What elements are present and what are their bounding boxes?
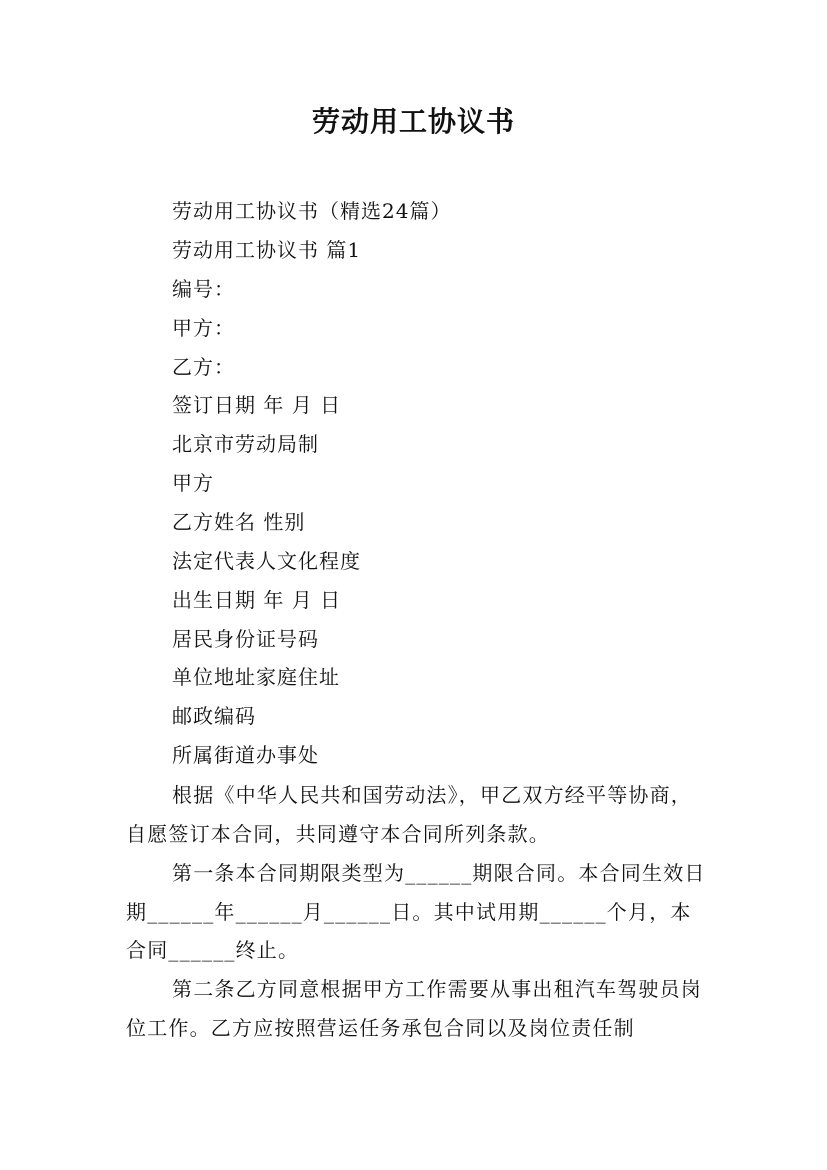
- field-postal-code: 邮政编码: [172, 704, 256, 728]
- field-number: 编号：: [172, 277, 235, 301]
- document-title: 劳动用工协议书: [311, 105, 515, 138]
- field-representative-education: 法定代表人文化程度: [172, 549, 361, 573]
- field-id-number: 居民身份证号码: [172, 627, 319, 651]
- field-street-office: 所属街道办事处: [172, 743, 319, 767]
- subtitle-line: 劳动用工协议书（精选24篇）: [172, 199, 452, 223]
- field-party-a: 甲方：: [172, 316, 235, 340]
- field-name-gender: 乙方姓名 性别: [172, 510, 306, 534]
- paragraph-article-1: 第一条本合同期限类型为______期限合同。本合同生效日期______年______月______日。其中试用期______个月，本合同______终止。: [126, 861, 706, 962]
- field-issuer: 北京市劳动局制: [172, 432, 319, 456]
- field-sign-date: 签订日期 年 月 日: [172, 393, 342, 417]
- field-birth-date: 出生日期 年 月 日: [172, 588, 342, 612]
- field-party-a-label: 甲方: [172, 471, 214, 495]
- paragraph-preamble: 根据《中华人民共和国劳动法》，甲乙双方经平等协商，自愿签订本合同，共同遵守本合同所列条款。: [126, 783, 692, 846]
- section-heading: 劳动用工协议书 篇1: [172, 238, 362, 262]
- paragraph-article-2: 第二条乙方同意根据甲方工作需要从事出租汽车驾驶员岗位工作。乙方应按照营运任务承包合同以及岗位责任制: [126, 977, 702, 1040]
- field-addresses: 单位地址家庭住址: [172, 665, 340, 689]
- field-party-b: 乙方：: [172, 355, 235, 379]
